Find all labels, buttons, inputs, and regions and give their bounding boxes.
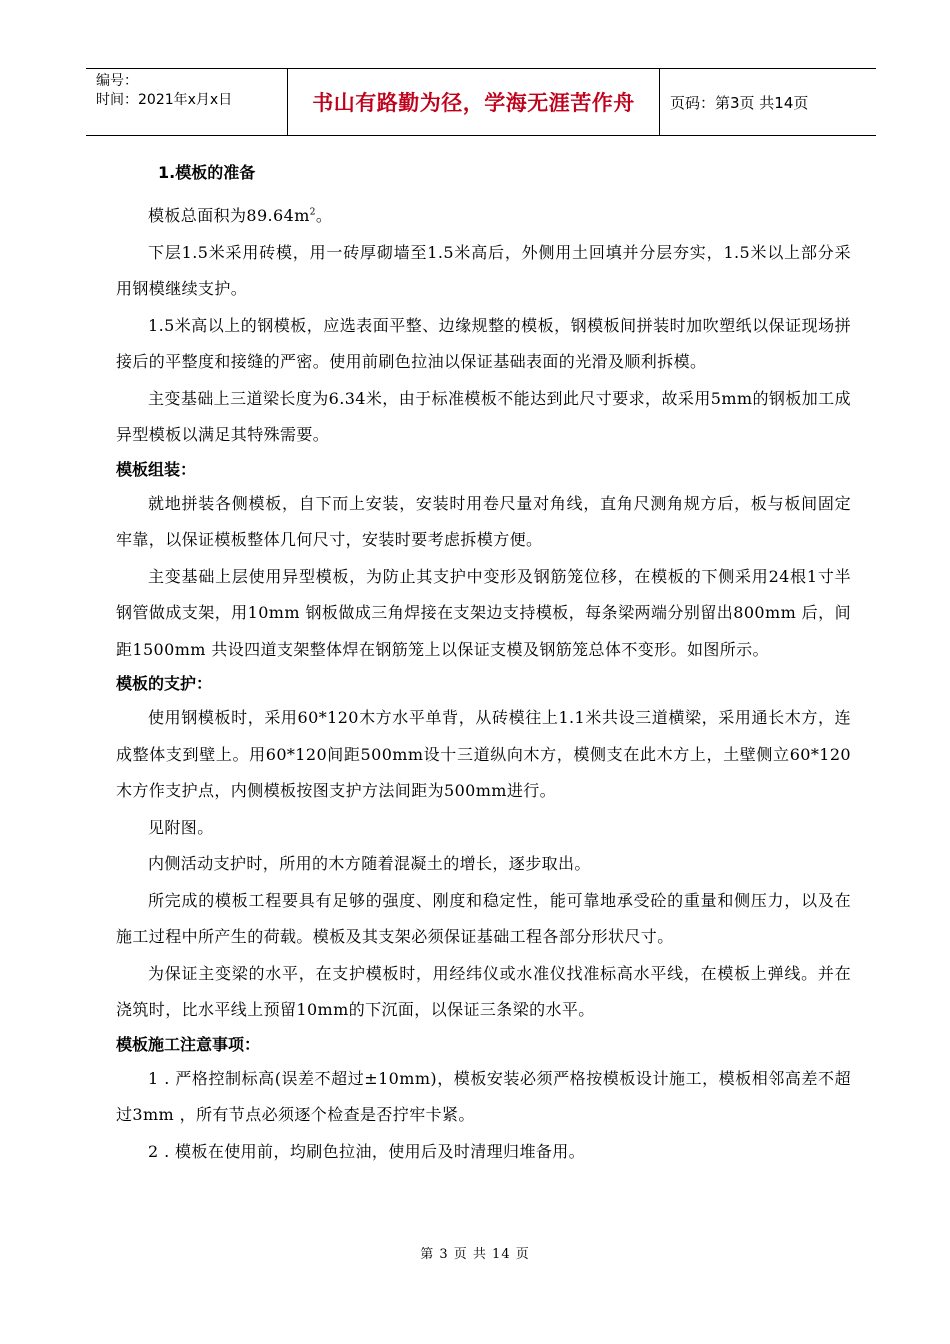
paragraph: 下层1.5米采用砖模，用一砖厚砌墙至1.5米高后，外侧用土回填并分层夯实，1.5米以上部分采用钢模继续支护。 (116, 242, 851, 298)
section-heading-notes: 模板施工注意事项： (116, 1034, 261, 1054)
paragraph: 主变基础上三道梁长度为6.34米，由于标准模板不能达到此尺寸要求，故采用5mm的钢板加工成异型模板以满足其特殊需要。 (116, 388, 851, 444)
area-end: 。 (315, 206, 333, 225)
section-heading-support: 模板的支护： (116, 674, 213, 693)
area-text: 模板总面积为89.64m (148, 206, 310, 225)
paragraph: 为保证主变梁的水平，在支护模板时，用经纬仪或水准仪找准标高水平线，在模板上弹线。并在浇筑时，比水平线上预留10mm的下沉面，以保证三条梁的水平。 (116, 963, 851, 1019)
header-motto: 书山有路勤为径，学海无涯苦作舟 (288, 69, 660, 135)
paragraph: 使用钢模板时，采用60*120木方水平单背，从砖模往上1.1米共设三道横梁，采用通长木方，连成整体支到壁上。用60*120间距500mm设十三道纵向木方，模侧支在此木方上，土壁侧立60*120木方作支护点，内侧模板按图支护方法间距为500mm进行。 (116, 708, 851, 800)
paragraph: 见附图。 (148, 817, 214, 837)
area-superscript: 2 (309, 207, 316, 218)
doc-number-label: 编号： (96, 73, 138, 89)
paragraph: 所完成的模板工程要具有足够的强度、刚度和稳定性，能可靠地承受砼的重量和侧压力，以及在施工过程中所产生的荷载。模板及其支架必须保证基础工程各部分形状尺寸。 (116, 890, 851, 946)
header-meta-cell (86, 69, 288, 135)
doc-time-label: 时间：2021年x月x日 (96, 92, 233, 108)
section-heading-assembly: 模板组装： (116, 459, 197, 479)
paragraph: 就地拼装各侧模板，自下而上安装，安装时用卷尺量对角线，直角尺测角规方后，板与板间固定牢靠，以保证模板整体几何尺寸，安装时要考虑拆模方便。 (116, 493, 851, 549)
document-body (116, 154, 851, 1170)
paragraph (116, 198, 851, 235)
header-page-number: 页码：第3页 共14页 (670, 93, 809, 112)
paragraph: 1 . 严格控制标高(误差不超过±10mm)，模板安装必须严格按模板设计施工，模板相邻高差不超过3mm ，所有节点必须逐个检查是否拧牢卡紧。 (116, 1068, 851, 1124)
paragraph: 内侧活动支护时，所用的木方随着混凝土的增长，逐步取出。 (148, 854, 591, 873)
paragraph: 1.5米高以上的钢模板，应选表面平整、边缘规整的模板，钢模板间拼装时加吹塑纸以保证现场拼接后的平整度和接缝的严密。使用前刷色拉油以保证基础表面的光滑及顺利拆模。 (116, 315, 851, 371)
section-heading-prep: 1.模板的准备 (158, 163, 256, 182)
header-table (86, 68, 876, 136)
page-footer: 第 3 页 共 14 页 (420, 1247, 530, 1262)
paragraph: 2 . 模板在使用前，均刷色拉油，使用后及时清理归堆备用。 (148, 1141, 586, 1161)
paragraph: 主变基础上层使用异型模板，为防止其支护中变形及钢筋笼位移，在模板的下侧采用24根1寸半钢管做成支架，用10mm 钢板做成三角焊接在支架边支持模板，每条梁两端分别留出800mm 后，间距1500mm 共设四道支架整体焊在钢筋笼上以保证支模及钢筋笼总体不变形。如图所示。 (116, 566, 851, 659)
